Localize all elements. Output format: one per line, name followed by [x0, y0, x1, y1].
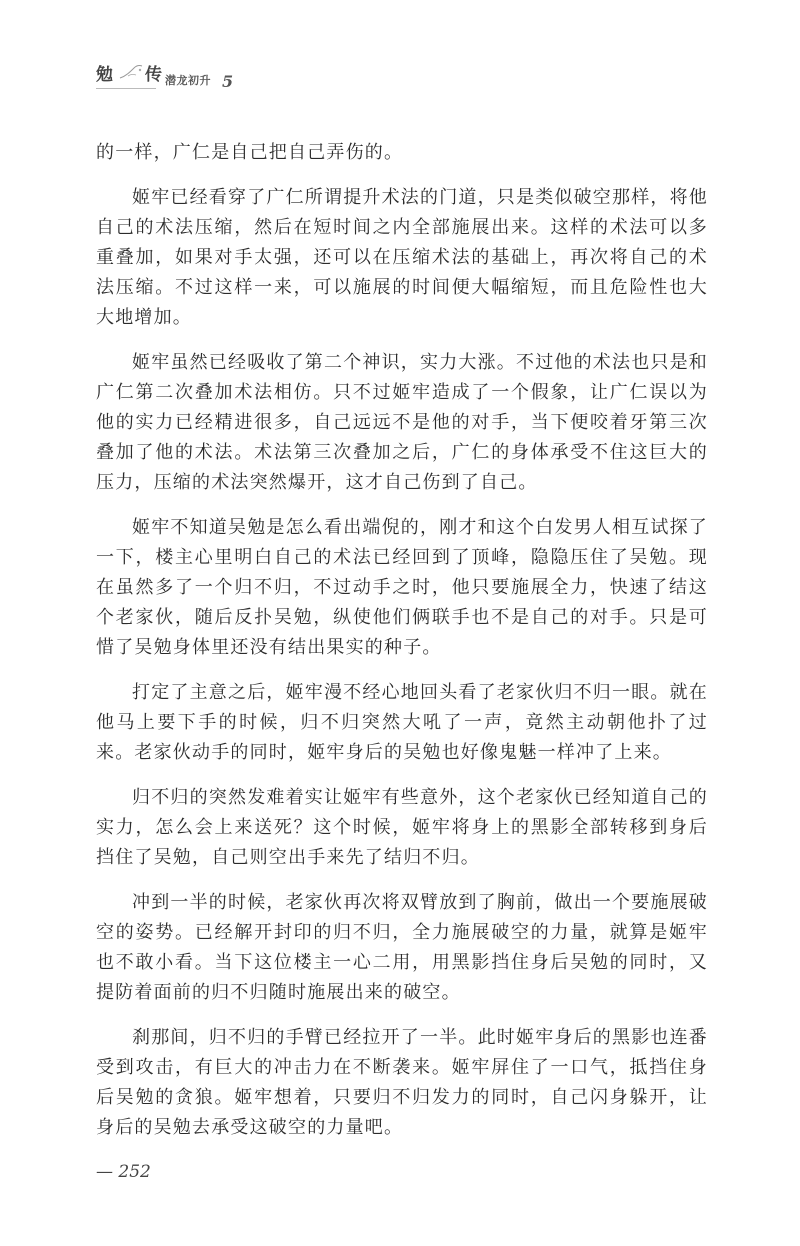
- book-title-char-1: 勉: [96, 65, 113, 85]
- volume-number: 5: [222, 72, 234, 91]
- paragraph: 归不归的突然发难着实让姬牢有些意外，这个老家伙已经知道自己的实力，怎么会上来送死？这个时候，姬牢将身上的黑影全部转移到身后挡住了吴勉，自己则空出手来先了结归不归。: [96, 787, 708, 868]
- paragraph: 的一样，广仁是自己把自己弄伤的。: [96, 142, 404, 163]
- page-number: — 252: [96, 1162, 151, 1182]
- header-rule: [96, 88, 156, 89]
- paragraph: 冲到一半的时候，老家伙再次将双臂放到了胸前，做出一个要施展破空的姿势。已经解开封印的归不归，全力施展破空的力量，就算是姬牢也不敢小看。当下这位楼主一心二用，用黑影挡住身后吴勉的同时，又提防着面前的归不归随时施展出来的破空。: [96, 892, 708, 1003]
- running-header: [96, 58, 296, 98]
- book-subtitle: 潜龙初升: [165, 74, 211, 87]
- page-body: [96, 138, 708, 1158]
- paragraph: 打定了主意之后，姬牢漫不经心地回头看了老家伙归不归一眼。就在他马上要下手的时候，归不归突然大吼了一声，竟然主动朝他扑了过来。老家伙动手的同时，姬牢身后的吴勉也好像鬼魅一样冲了上来。: [96, 682, 708, 763]
- flourish-ornament-icon: [118, 62, 146, 82]
- paragraph: 姬牢已经看穿了广仁所谓提升术法的门道，只是类似破空那样，将他自己的术法压缩，然后在短时间之内全部施展出来。这样的术法可以多重叠加，如果对手太强，还可以在压缩术法的基础上，再次将自己的术法压缩。不过这样一来，可以施展的时间便大幅缩短，而且危险性也大大地增加。: [96, 187, 708, 328]
- paragraph: 姬牢不知道吴勉是怎么看出端倪的，刚才和这个白发男人相互试探了一下，楼主心里明白自己的术法已经回到了顶峰，隐隐压住了吴勉。现在虽然多了一个归不归，不过动手之时，他只要施展全力，快速了结这个老家伙，随后反扑吴勉，纵使他们俩联手也不是自己的对手。只是可惜了吴勉身体里还没有结出果实的种子。: [96, 517, 708, 658]
- paragraph: 姬牢虽然已经吸收了第二个神识，实力大涨。不过他的术法也只是和广仁第二次叠加术法相仿。只不过姬牢造成了一个假象，让广仁误以为他的实力已经精进很多，自己远远不是他的对手，当下便咬着牙第三次叠加了他的术法。术法第三次叠加之后，广仁的身体承受不住这巨大的压力，压缩的术法突然爆开，这才自己伤到了自己。: [96, 352, 708, 493]
- book-title-char-2: 传: [145, 65, 162, 85]
- paragraph: 刹那间，归不归的手臂已经拉开了一半。此时姬牢身后的黑影也连番受到攻击，有巨大的冲击力在不断袭来。姬牢屏住了一口气，抵挡住身后吴勉的贪狼。姬牢想着，只要归不归发力的同时，自己闪身躲开，让身后的吴勉去承受这破空的力量吧。: [96, 1027, 708, 1138]
